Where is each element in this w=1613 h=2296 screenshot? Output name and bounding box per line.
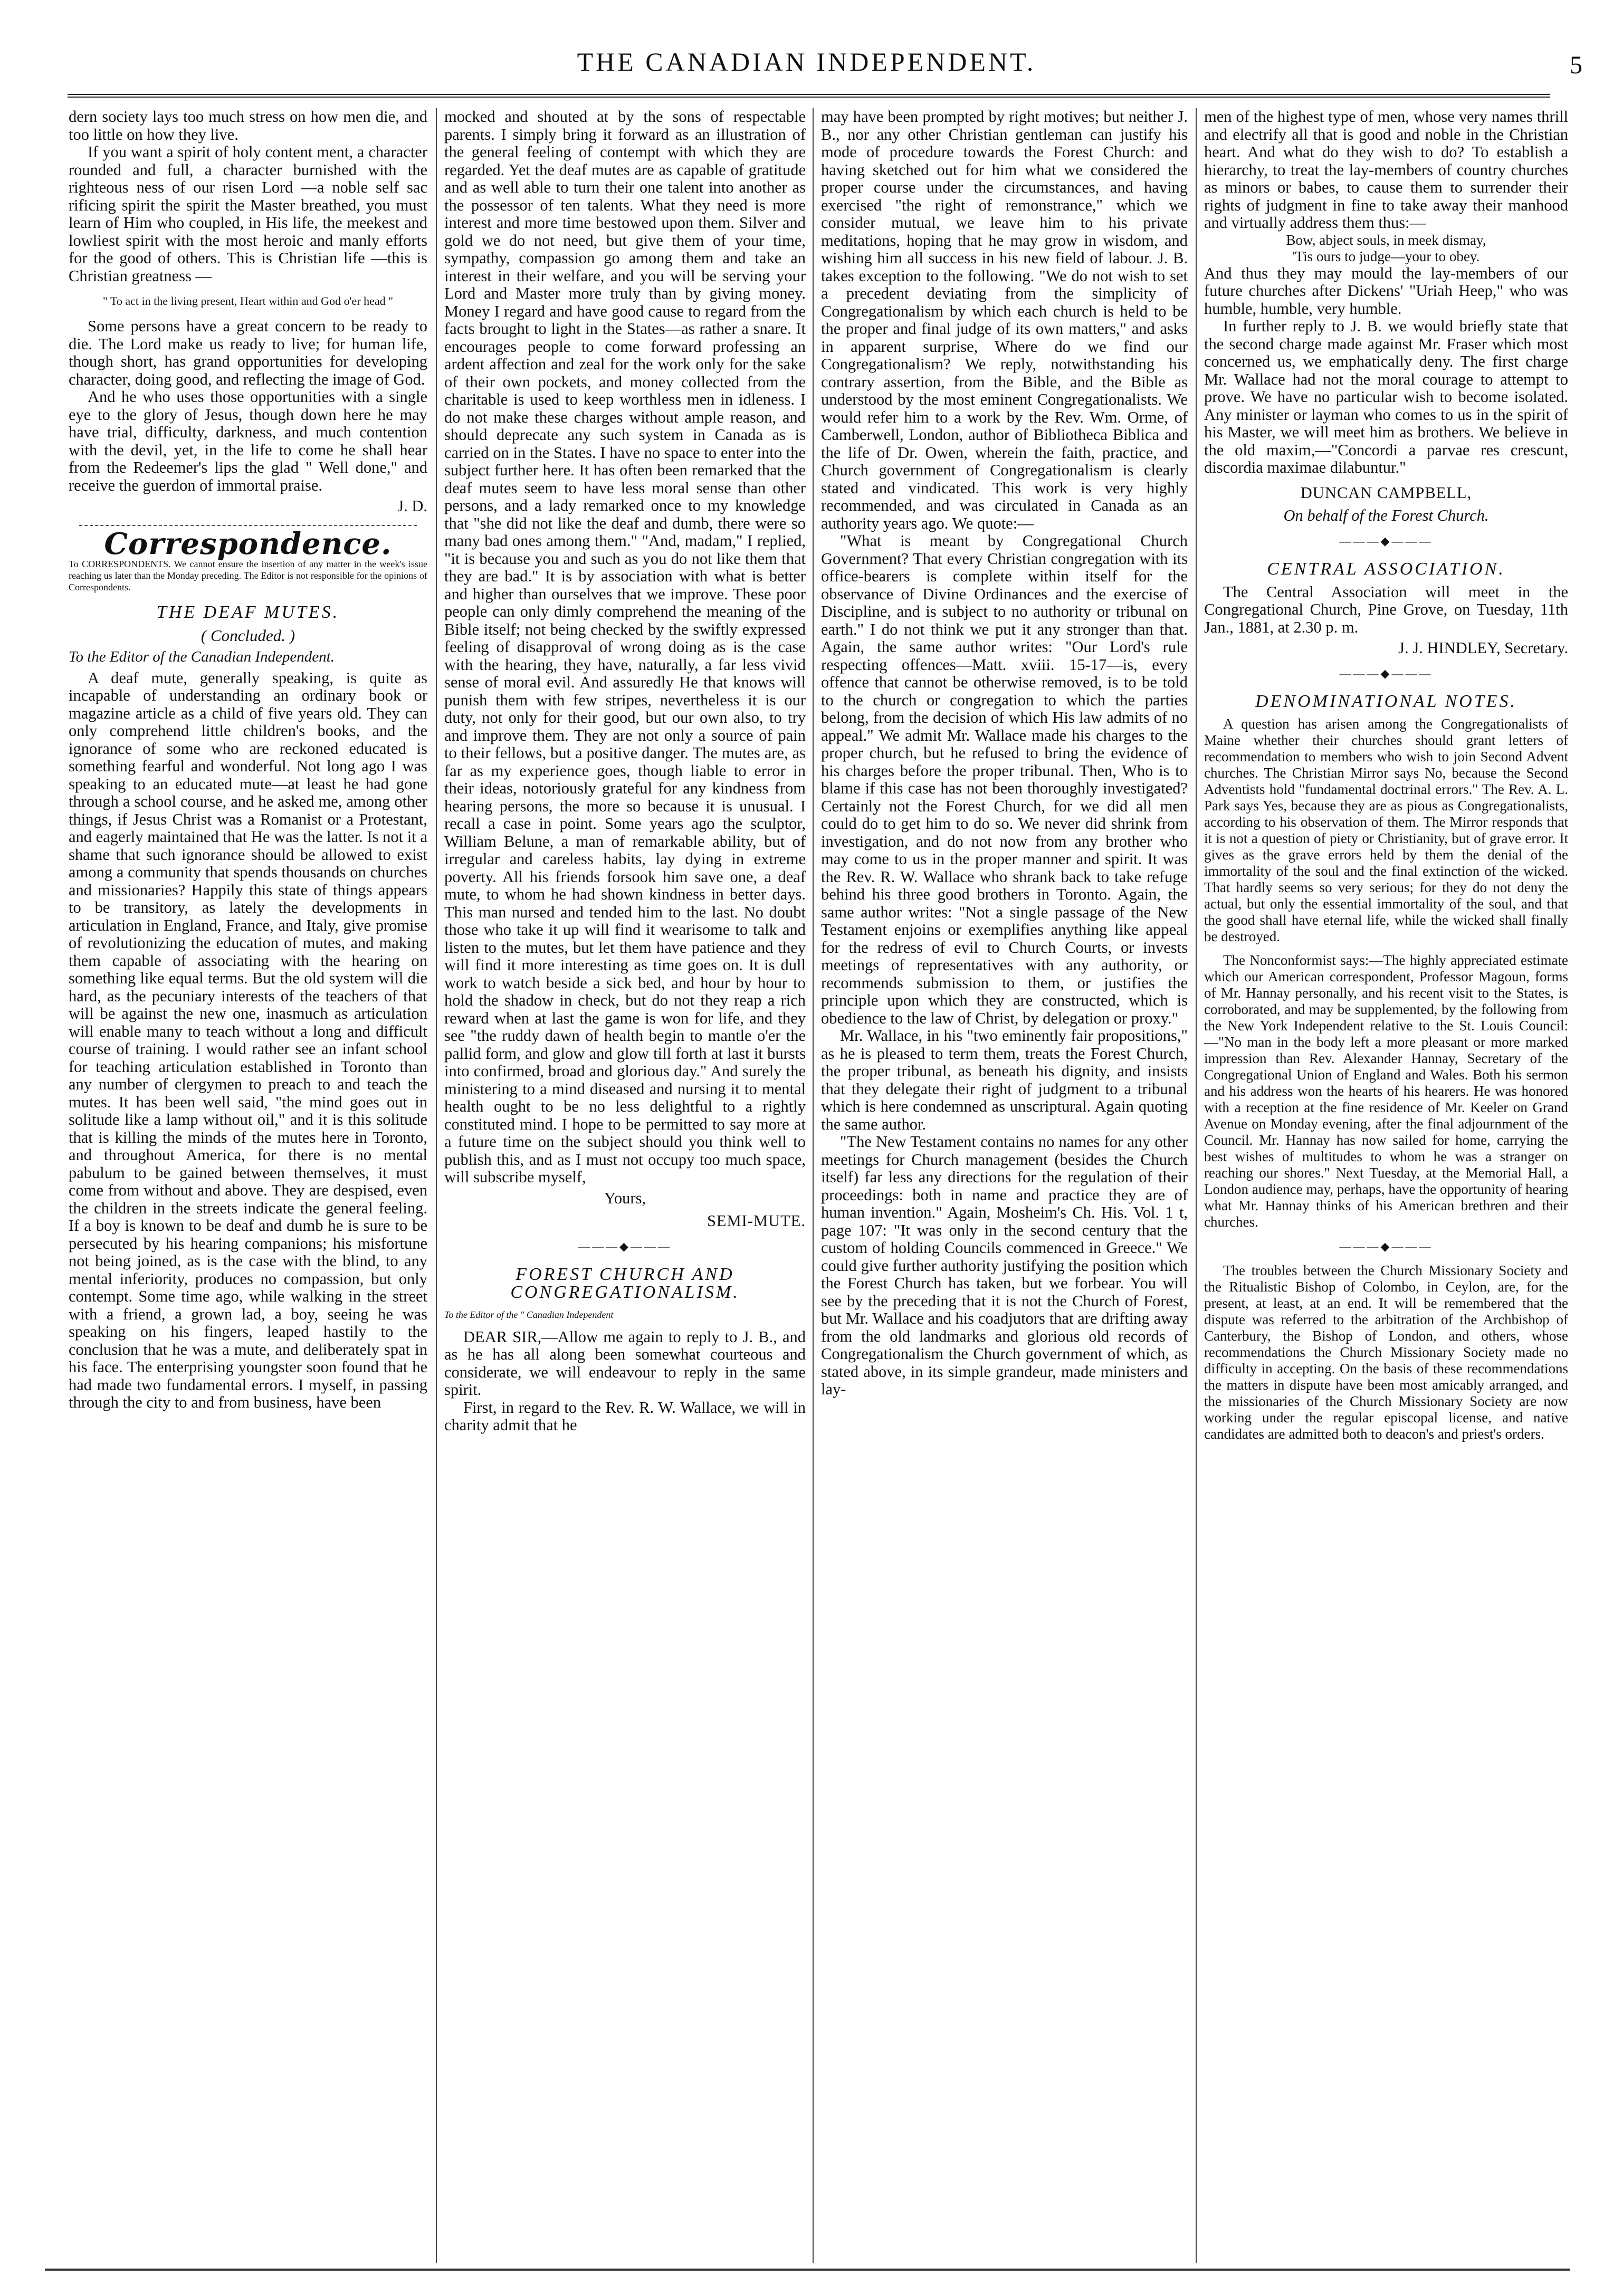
author-signature: DUNCAN CAMPBELL, — [1300, 483, 1472, 502]
ornament-divider: ———◆——— — [578, 1239, 672, 1253]
correspondents-notice: To CORRESPONDENTS. We cannot ensure the insertion of any matter in the week's issue reaching us later than the Monday preceding. The Editor is not responsible for the opinions of Correspondents. — [69, 559, 427, 592]
article-title: CENTRAL ASSOCIATION. — [1267, 559, 1505, 579]
paragraph: Some persons have a great concern to be ready to die. The Lord make us ready to live; for human life, though short, has grand opportunities for developing character, doing good, and reflecting the image of God. — [69, 317, 427, 388]
paragraph: Mr. Wallace, in his "two eminently fair propositions," as he is pleased to term them, treats the Forest Church, the proper tribunal, as beneath his dignity, and insists that they delegate their right of judgment to a tribunal which is here condemned as unscriptural. Again quoting the same author. — [821, 1027, 1188, 1133]
article-title: THE DEAF MUTES. — [156, 602, 340, 622]
paragraph: DEAR SIR,—Allow me again to reply to J. B., and as he has all along been somewhat courteous and considerate, we will endeavour to reply in the same spirit. — [444, 1327, 806, 1399]
poem-quote: " To act in the living present, Heart within and God o'er head " — [102, 294, 394, 308]
editor-salutation: To the Editor of the Canadian Independent. — [69, 648, 335, 665]
article-title: FOREST CHURCH AND CONGREGATIONALISM. — [510, 1265, 740, 1302]
author-signature: J. D. — [397, 497, 427, 515]
column-divider — [1196, 108, 1197, 2263]
paragraph: A question has arisen among the Congregationalists of Maine whether their churches should grant letters of recommendation to members who wish to join Second Advent churches. The Christian Mirror says No, because the Second Adventists hold "fundamental doctrinal errors." The Rev. A. L. Park says Yes, because they are as pious as Congregationalists, according to his observation of them. The Mirror responds that it is not a question of piety or Christianity, but of grave error. It gives as the grave errors held by them the denial of the immortality of the soul and the final extinction of the wicked. That hardly seems so very serious; for they do not deny the actual, but only the essential immortality of the soul, and that the good shall have eternal life, while the wicked shall finally be destroyed. — [1204, 715, 1568, 944]
paragraph: And thus they may mould the lay-members of our future churches after Dickens' "Uriah Heep," who was humble, humble, very humble. — [1204, 264, 1568, 318]
paragraph: The troubles between the Church Missionary Society and the Ritualistic Bishop of Colombo, in Ceylon, are, for the present, at least, at an end. It will be remembered that the dispute was referred to the arbitration of the Archbishop of Canterbury, the Bishop of London, and others, whose recommendations the Church Missionary Society made no difficulty in accepting. On the basis of these recommendations the matters in dispute have been most amicably arranged, and the missionaries of the Church Missionary Society are now working under the regular episcopal license, and native candidates are admitted both to deacon's and priest's orders. — [1204, 1262, 1568, 1442]
masthead-title: THE CANADIAN INDEPENDENT. — [577, 47, 1036, 76]
section-heading: Correspondence. — [104, 526, 392, 561]
paragraph: A deaf mute, generally speaking, is quite as incapable of understanding an ordinary book or magazine article as a child of five years old. They can only comprehend little children's books, and the ignorance of some who are reckoned educated is something fearful and wonderful. Not long ago I was speaking to an educated mute—at least he had gone through a school course, and he asked me, among other things, if Jesus Christ was a Romanist or a Protestant, and eagerly maintained that He was the latter. Is not it a shame that such ignorance should be allowed to exist among a community that spends thousands on churches and missionaries? Happily this state of things appears to be transitory, as lately the developments in articulation in England, France, and Italy, give promise of revolutionizing the education of mutes, and making them capable of associating with the hearing on something like equal terms. But the old system will die hard, as the pecuniary interests of the teachers of that will be against the new one, inasmuch as articulation will enable many to teach without a long and difficult course of training. I would rather see an infant school for teaching articulation established in Toronto than any number of clergymen to preach to and teach the mutes. It has been well said, "the mind goes out in solitude like a lamp without oil," and it is this solitude that is killing the minds of the mutes here in Toronto, and throughout America, for there is no mental pabulum to be gained between themselves, it must come from without and above. They are despised, even the children in the streets indicate the general feeling. If a boy is known to be deaf and dumb he is sure to be persecuted by his hearing companions; his misfortune not being joined, as is the case with the blind, to any mental inferiority, produces no compassion, but only contempt. Some time ago, while walking in the street with a friend, a grown lad, a boy, seeing he was speaking on his fingers, leaped hastily to the conclusion that he was a mute, and deliberately spat in his face. The enterprising youngster soon found that he had made two fundamental errors. I myself, in passing through the city to and from business, have been — [69, 668, 427, 1411]
paragraph: dern society lays too much stress on how men die, and too little on how they live. — [69, 108, 427, 144]
editor-salutation: To the Editor of the " Canadian Independent — [444, 1309, 614, 1320]
paragraph: And he who uses those opportunities with a single eye to the glory of Jesus, though down here he may have trial, difficulty, darkness, and much contention with the devil, yet, in the life to come he shall hear from the Redeemer's lips the glad " Well done," and receive the guerdon of immortal praise. — [69, 388, 427, 494]
ornament-divider: ———◆——— — [1339, 1239, 1433, 1253]
article-subtitle: ( Concluded. ) — [201, 626, 295, 645]
column-3 — [821, 108, 1188, 2266]
paragraph: men of the highest type of men, whose very names thrill and electrify all that is good and noble in the Christian heart. And what do they wish to do? To establish a hierarchy, to treat the lay-members of country churches as minors or babes, to cause them to surrender their rights of judgment in fine to take away their manhood and virtually address them thus:— — [1204, 108, 1568, 232]
column-divider — [436, 108, 437, 2263]
column-divider — [813, 108, 814, 2263]
paragraph: "The New Testament contains no names for any other meetings for Church management (besides the Church itself) far less any directions for the regulation of their proceedings: both in name and practice they are of human invention." Again, Mosheim's Ch. His. Vol. 1 t, page 107: "It was only in the second century that the custom of holding Councils commenced in Greece." We could give further authority justifying the position which the Forest Church has taken, but we forbear. You will see by the preceding that it is not the Church of Forest, but Mr. Wallace and his coadjutors that are drifting away from the old landmarks and glorious old records of Congregationalism the Church government of which, as stated above, in its simple grandeur, made ministers and lay- — [821, 1133, 1188, 1398]
paragraph: mocked and shouted at by the sons of respectable parents. I simply bring it forward as an illustration of the general feeling of contempt with which they are regarded. Yet the deaf mutes are as capable of gratitude and as well able to turn their one talent into another as the possessor of ten talents. What they need is more interest and more time bestowed upon them. Silver and gold we do not need, but give them of your time, sympathy, compassion go among them and take an interest in their welfare, and you will be serving your Lord and Master more truly than by giving money. Money I regard and have good cause to regard from the facts brought to light in the States—as rather a snare. It encourages people to come forward professing an ardent affection and zeal for the work only for the sake of their own pockets, and money collected from the charitable is used to keep worthless men in idleness. I do not make these charges without ample reason, and should deprecate any such system in Canada as is carried on in the States. I have no space to enter into the subject further here. It has often been remarked that the deaf mutes seem to have less moral sense than other persons, and a lady remarked once to my knowledge that "she did not like the deaf and dumb, there were so many bad ones among them." "And, madam," I replied, "it is because you and such as you do not like them that they are bad." It is by association with what is better and higher than ourselves that we improve. These poor people can only dimly comprehend the meaning of the Bible itself; not being checked by the swiftly expressed feeling of disapproval of wrong doing as is the case with the hearing, they have, naturally, a far less vivid sense of moral evil. And assuredly He that knows will punish them with few stripes, nevertheless it is our duty, not only for their good, but our own also, to try and improve them. They are not only a source of pain to their fellows, but a positive danger. The mutes are, as far as my experience goes, though liable to error in their ideas, notoriously grateful for any kindness from hearing persons, the more so because it is unusual. I recall a case in point. Some years ago the sculptor, William Belune, a man of remarkable ability, but of irregular and careless habits, lay dying in extreme poverty. All his friends forsook him save one, a deaf mute, to whom he had shown kindness in better days. This man nursed and tended him to the last. No doubt those who take it up will find it wearisome to talk and listen to the mutes, but let them have patience and they will find it more interesting as time goes on. It is dull work to watch beside a sick bed, and hour by hour to hold the shadow in check, but do not they reap a rich reward when at last the game is won for life, and they see "the ruddy dawn of health begin to mantle o'er the pallid form, and glow and glow till forth at last it bursts into confirmed, broad and glorious day." And surely the ministering to a mind diseased and nursing it to mental health ought to be no less delightful to a rightly constituted mind. I hope to be permitted to say more at a future time on the subject should you think well to publish this, and as I must not occupy too much space, will subscribe myself, — [444, 108, 806, 1186]
verse-line: Bow, abject souls, in meek dismay, — [1286, 232, 1486, 248]
paragraph: In further reply to J. B. we would briefly state that the second charge made against Mr. Fraser which most concerned us, we emphatically deny. The first charge Mr. Wallace had not the moral courage to attempt to prove. We have no particular wish to become isolated. Any minister or layman who comes to us in the spirit of his Master, we will meet him as brothers. We believe in the old maxim,—"Concordi a parvae res crescunt, discordia maximae dilabuntur." — [1204, 317, 1568, 476]
paragraph: "What is meant by Congregational Church Government? That every Christian congregation with its office-bearers is complete within itself for the observance of Divine Ordinances and the exercise of Discipline, and is subject to no authority or tribunal on earth." I do not think we put it any stronger than that. Again, the same author writes: "Our Lord's rule respecting offences—Matt. xviii. 15-17—is, every offence that cannot be otherwise removed, is to be told to the church or congregation to which the parties belong, from the decision of which His law admits of no appeal." We admit Mr. Wallace made his charges to the proper church, but he refused to bring the evidence of his charges before the proper tribunal. Then, Who is to blame if this case has not been thoroughly investigated? Certainly not the Forest Church, for we did all men could do to get him to do so. We never did shrink from investigation, and do not now from any brother who may come to us in the proper manner and spirit. It was the Rev. R. W. Wallace who shrank back to take refuge behind his three good brothers in Toronto. Again, the same author writes: "Not a single passage of the New Testament enjoins or exemplifies anything like appeal for the redress of evil to Church Courts, or invests meetings of representatives with any authority, or recommends submission to them, or justifies the principle upon which they are constructed, which is obedience to the law of Christ, by delegation or proxy." — [821, 532, 1188, 1027]
paragraph: The Nonconformist says:—The highly appreciated estimate which our American correspondent, Professor Magoun, forms of Mr. Hannay personally, and his recent visit to the States, is corroborated, and may be supplemented, by the following from the New York Independent relative to the St. Louis Council:—"No man in the body left a more pleasant or more marked impression than Rev. Alexander Hannay, Secretary of the Congregational Union of England and Wales. Both his sermon and his address won the hearts of his hearers. He was honored with a reception at the fine residence of Mr. Keeler on Grand Avenue on Monday evening, after the final adjournment of the Council. Mr. Hannay has now sailed for home, carrying the best wishes of multitudes to whom he was a stranger on reaching our shores." Next Tuesday, at the Memorial Hall, a London audience may, perhaps, have the opportunity of hearing what Mr. Hannay thinks of his American brethren and their churches. — [1204, 952, 1568, 1230]
column-1 — [69, 108, 427, 2266]
paragraph: If you want a spirit of holy content ment, a character rounded and full, a character burnished with the righteous ness of our risen Lord —a noble self sac rificing spirit the spirit the Master breathed, you must learn of Him who coupled, in His life, the meekest and lowliest spirit with the most heroic and manly efforts for the good of others. This is Christian life —this is Christian greatness — — [69, 143, 427, 285]
article-title: DENOMINATIONAL NOTES. — [1255, 692, 1517, 711]
ornament-divider: ———◆——— — [1339, 666, 1433, 680]
page-number: 5 — [1570, 51, 1582, 79]
letter-closing: Yours, — [604, 1189, 646, 1207]
paragraph: may have been prompted by right motives; but neither J. B., nor any other Christian gentleman can justify his mode of procedure towards the Forest Church: and having sketched out for him what we considered the proper course under the circumstances, and having exercised "the right of remonstrance," which we consider mutual, we leave him to his private meditations, hoping that he may grow in wisdom, and wishing him all success in his new field of labour. J. B. takes exception to the following. "We do not wish to set a precedent deviating from the simplicity of Congregationalism by which each church is held to be the proper and final judge of its own matters," and asks in apparent surprise, Where do we find our Congregationalism? We reply, notwithstanding his contrary assertion, from the Bible, and the Bible as understood by the most eminent Congregationalists. We would refer him to a work by the Rev. Wm. Orme, of Camberwell, London, author of Bibliotheca Biblica and the life of Dr. Owen, wherein the faith, practice, and Church government of Congregationalism is clearly stated and vindicated. This work is very highly recommended, and was circulated in Canada as an authority years ago. We quote:— — [821, 108, 1188, 532]
paragraph: The Central Association will meet in the Congregational Church, Pine Grove, on Tuesday, 11th Jan., 1881, at 2.30 p. m. — [1204, 582, 1568, 636]
column-2 — [444, 108, 806, 2266]
author-signature: SEMI-MUTE. — [707, 1212, 806, 1230]
verse-line: 'Tis ours to judge—your to obey. — [1292, 248, 1480, 264]
header-rule — [68, 94, 1550, 98]
column-4 — [1204, 108, 1568, 2266]
ornament-divider — [79, 525, 417, 526]
paragraph: First, in regard to the Rev. R. W. Wallace, we will in charity admit that he — [444, 1398, 806, 1434]
ornament-divider: ———◆——— — [1339, 534, 1433, 548]
secretary-signature: J. J. HINDLEY, Secretary. — [1398, 639, 1568, 657]
author-affiliation: On behalf of the Forest Church. — [1283, 506, 1489, 524]
footer-rule — [45, 2269, 1570, 2271]
